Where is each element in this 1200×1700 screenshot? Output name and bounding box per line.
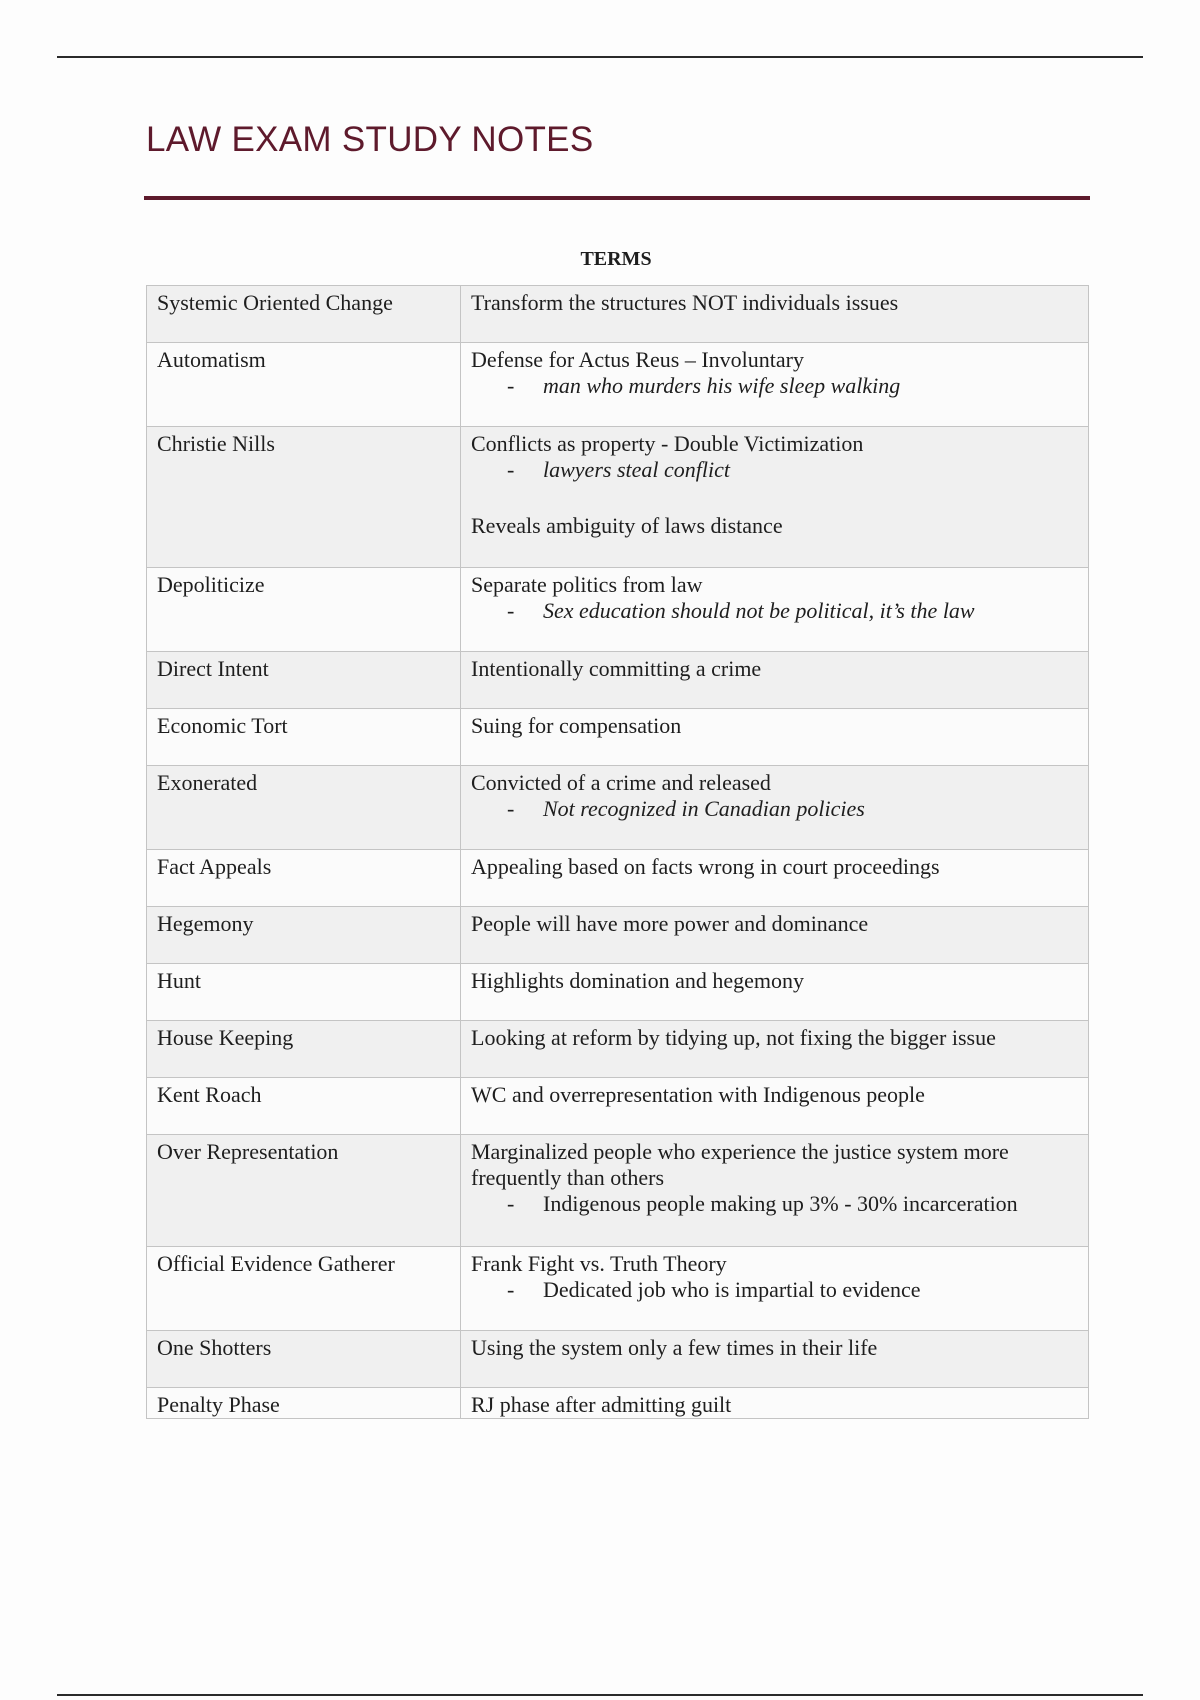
table-heading: TERMS (580, 248, 652, 270)
bullet-note (471, 373, 1078, 399)
table-row (147, 1331, 1089, 1388)
term-cell: Hegemony (147, 907, 461, 964)
term-cell: Economic Tort (147, 709, 461, 766)
definition-cell (461, 850, 1089, 907)
table-row (147, 1388, 1089, 1419)
definition-cell (461, 709, 1089, 766)
term-cell: Direct Intent (147, 652, 461, 709)
definition-cell (461, 427, 1089, 568)
term-cell: Hunt (147, 964, 461, 1021)
term-cell: Systemic Oriented Change (147, 286, 461, 343)
definition-text: Intentionally committing a crime (471, 656, 762, 681)
table-row (147, 850, 1089, 907)
definition-cell (461, 343, 1089, 427)
note-text: - Indigenous people making up 3% - 30% incarceration (543, 1191, 1018, 1216)
table-row (147, 709, 1089, 766)
term-cell: Automatism (147, 343, 461, 427)
spacer (471, 483, 1078, 513)
definition-text: Highlights domination and hegemony (471, 968, 805, 993)
definition-text: Defense for Actus Reus – Involuntary (471, 347, 804, 372)
table-row (147, 907, 1089, 964)
definition-extra: Reveals ambiguity of laws distance (471, 513, 783, 538)
definition-text: RJ phase after admitting guilt (471, 1392, 732, 1417)
table-row (147, 964, 1089, 1021)
document-title: LAW EXAM STUDY NOTES (146, 120, 594, 159)
definition-text: Appealing based on facts wrong in court proceedings (471, 854, 940, 879)
table-row (147, 1135, 1089, 1247)
title-underline (144, 196, 1090, 200)
bullet-note (471, 1191, 1078, 1217)
footer-rule (57, 1694, 1143, 1696)
definition-text: Transform the structures NOT individuals issues (471, 290, 899, 315)
bullet-note (471, 796, 1078, 822)
definition-cell (461, 766, 1089, 850)
definition-cell (461, 1078, 1089, 1135)
table-row (147, 343, 1089, 427)
terms-table (146, 285, 1089, 1419)
definition-text: Convicted of a crime and released (471, 770, 771, 795)
term-cell: Fact Appeals (147, 850, 461, 907)
table-row (147, 427, 1089, 568)
term-cell: House Keeping (147, 1021, 461, 1078)
term-cell: Penalty Phase (147, 1388, 461, 1419)
definition-cell (461, 568, 1089, 652)
definition-cell (461, 286, 1089, 343)
definition-cell (461, 652, 1089, 709)
definition-cell (461, 964, 1089, 1021)
definition-text: Marginalized people who experience the justice system more frequently than others (471, 1139, 1009, 1190)
term-cell: Kent Roach (147, 1078, 461, 1135)
table-row (147, 766, 1089, 850)
definition-text: Suing for compensation (471, 713, 682, 738)
definition-text: Using the system only a few times in their life (471, 1335, 878, 1360)
definition-cell (461, 1135, 1089, 1247)
note-text: - Dedicated job who is impartial to evidence (543, 1277, 921, 1302)
bullet-note (471, 598, 1078, 624)
term-cell: Over Representation (147, 1135, 461, 1247)
table-row (147, 1078, 1089, 1135)
note-text: - man who murders his wife sleep walking (543, 373, 901, 398)
term-cell: Depoliticize (147, 568, 461, 652)
definition-cell (461, 1331, 1089, 1388)
table-row (147, 652, 1089, 709)
definition-cell (461, 907, 1089, 964)
note-text: - Sex education should not be political, it’s the law (543, 598, 975, 623)
definition-text: Frank Fight vs. Truth Theory (471, 1251, 727, 1276)
definition-text: WC and overrepresentation with Indigenous people (471, 1082, 925, 1107)
bullet-note (471, 1277, 1078, 1303)
definition-text: People will have more power and dominance (471, 911, 869, 936)
term-cell: Christie Nills (147, 427, 461, 568)
table-row (147, 286, 1089, 343)
definition-cell (461, 1247, 1089, 1331)
table-row (147, 1021, 1089, 1078)
header-rule (57, 56, 1143, 58)
table-row (147, 568, 1089, 652)
definition-cell (461, 1388, 1089, 1419)
definition-text: Conflicts as property - Double Victimization (471, 431, 864, 456)
definition-text: Separate politics from law (471, 572, 703, 597)
note-text: - Not recognized in Canadian policies (543, 796, 865, 821)
table-row (147, 1247, 1089, 1331)
term-cell: Official Evidence Gatherer (147, 1247, 461, 1331)
term-cell: Exonerated (147, 766, 461, 850)
bullet-note (471, 457, 1078, 483)
note-text: - lawyers steal conflict (543, 457, 730, 482)
definition-text: Looking at reform by tidying up, not fixing the bigger issue (471, 1025, 996, 1050)
term-cell: One Shotters (147, 1331, 461, 1388)
definition-cell (461, 1021, 1089, 1078)
